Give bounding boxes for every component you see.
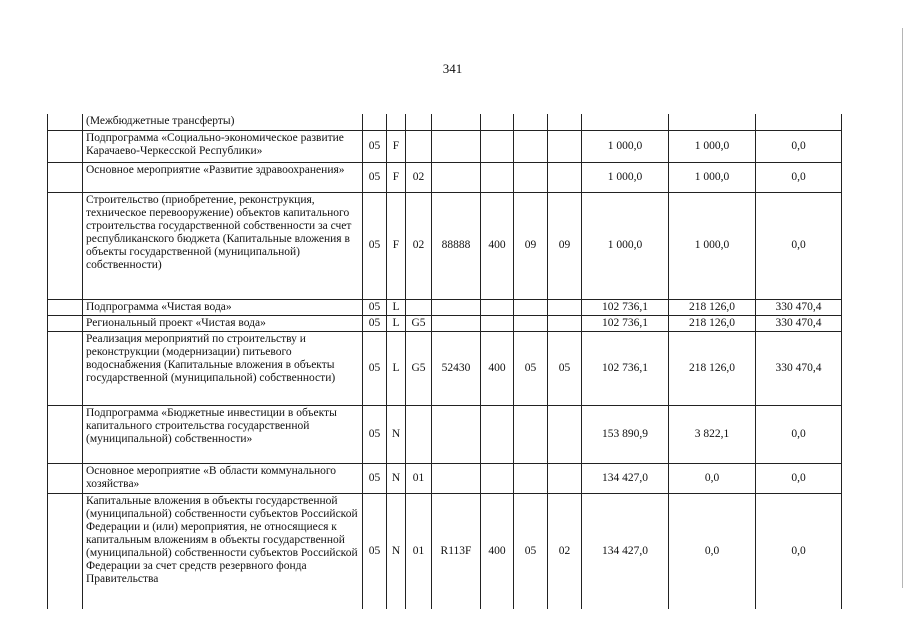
cell-pp (387, 114, 406, 130)
cell-gp (363, 114, 387, 130)
blank-cell (48, 299, 83, 315)
cell-y2: 1 000,0 (669, 162, 756, 192)
cell-dir (432, 405, 481, 463)
cell-y3: 0,0 (756, 405, 842, 463)
row-name: Подпрограмма «Социально-экономическое развитие Карачаево-Черкесской Республики» (83, 130, 363, 162)
cell-y1: 1 000,0 (582, 192, 669, 299)
cell-vr (481, 130, 514, 162)
cell-pr (548, 162, 582, 192)
cell-pp: N (387, 493, 406, 609)
cell-pr (548, 315, 582, 331)
cell-vr: 400 (481, 493, 514, 609)
cell-vr (481, 299, 514, 315)
cell-gp: 05 (363, 299, 387, 315)
cell-y1: 102 736,1 (582, 315, 669, 331)
blank-cell (48, 192, 83, 299)
cell-y1: 134 427,0 (582, 493, 669, 609)
cell-pr (548, 130, 582, 162)
blank-cell (48, 162, 83, 192)
cell-rz (514, 114, 548, 130)
cell-gp: 05 (363, 130, 387, 162)
cell-vr (481, 114, 514, 130)
cell-y2: 1 000,0 (669, 192, 756, 299)
cell-rz: 09 (514, 192, 548, 299)
table-row (48, 405, 842, 463)
cell-vr: 400 (481, 192, 514, 299)
cell-om: 02 (406, 162, 432, 192)
table-row (48, 331, 842, 405)
cell-om (406, 130, 432, 162)
cell-y2: 0,0 (669, 463, 756, 493)
table-row (48, 463, 842, 493)
cell-om: G5 (406, 331, 432, 405)
cell-y2: 218 126,0 (669, 331, 756, 405)
row-name: Реализация мероприятий по строительству и реконструкции (модернизации) питьевого водоснабжения (Капитальные вложения в объекты государственной (муниципальной) собственности) (83, 331, 363, 405)
cell-om: 01 (406, 463, 432, 493)
cell-dir: 52430 (432, 331, 481, 405)
cell-y3: 0,0 (756, 192, 842, 299)
row-name: (Межбюджетные трансферты) (83, 114, 363, 130)
blank-cell (48, 405, 83, 463)
table-row (48, 192, 842, 299)
cell-dir (432, 315, 481, 331)
cell-y1: 153 890,9 (582, 405, 669, 463)
scan-edge-line (902, 28, 903, 588)
cell-gp: 05 (363, 162, 387, 192)
row-name: Подпрограмма «Бюджетные инвестиции в объекты капитального строительства государственной (муниципальной) собственности» (83, 405, 363, 463)
cell-dir: R113F (432, 493, 481, 609)
cell-pr: 05 (548, 331, 582, 405)
cell-pp: L (387, 331, 406, 405)
cell-vr (481, 463, 514, 493)
cell-rz: 05 (514, 493, 548, 609)
table-row (48, 130, 842, 162)
row-name: Региональный проект «Чистая вода» (83, 315, 363, 331)
cell-dir: 88888 (432, 192, 481, 299)
cell-rz (514, 315, 548, 331)
cell-y1: 134 427,0 (582, 463, 669, 493)
cell-pp: N (387, 463, 406, 493)
cell-dir (432, 114, 481, 130)
cell-y3: 0,0 (756, 162, 842, 192)
table-body (48, 114, 842, 609)
cell-dir (432, 162, 481, 192)
cell-pp: F (387, 192, 406, 299)
cell-pp: L (387, 299, 406, 315)
cell-y3: 0,0 (756, 130, 842, 162)
blank-cell (48, 493, 83, 609)
cell-gp: 05 (363, 315, 387, 331)
cell-pr (548, 463, 582, 493)
cell-pp: F (387, 162, 406, 192)
page-number: 341 (442, 61, 463, 76)
cell-y2 (669, 114, 756, 130)
cell-rz (514, 162, 548, 192)
cell-rz (514, 130, 548, 162)
cell-y2: 218 126,0 (669, 299, 756, 315)
blank-cell (48, 130, 83, 162)
cell-rz (514, 463, 548, 493)
cell-y3: 330 470,4 (756, 299, 842, 315)
cell-y1 (582, 114, 669, 130)
cell-y3: 0,0 (756, 463, 842, 493)
cell-y2: 1 000,0 (669, 130, 756, 162)
cell-pp: N (387, 405, 406, 463)
cell-y3: 0,0 (756, 493, 842, 609)
cell-y3 (756, 114, 842, 130)
cell-om: G5 (406, 315, 432, 331)
cell-y1: 1 000,0 (582, 162, 669, 192)
cell-pp: F (387, 130, 406, 162)
table-row (48, 162, 842, 192)
cell-vr (481, 315, 514, 331)
row-name: Основное мероприятие «Развитие здравоохранения» (83, 162, 363, 192)
table-row (48, 493, 842, 609)
blank-cell (48, 331, 83, 405)
cell-gp: 05 (363, 192, 387, 299)
blank-cell (48, 114, 83, 130)
cell-pr: 09 (548, 192, 582, 299)
row-name: Основное мероприятие «В области коммунального хозяйства» (83, 463, 363, 493)
cell-vr (481, 405, 514, 463)
cell-y1: 102 736,1 (582, 299, 669, 315)
cell-y2: 0,0 (669, 493, 756, 609)
cell-y2: 218 126,0 (669, 315, 756, 331)
table-row (48, 315, 842, 331)
cell-pr (548, 405, 582, 463)
cell-rz (514, 299, 548, 315)
cell-dir (432, 299, 481, 315)
budget-table (47, 114, 842, 609)
cell-y2: 3 822,1 (669, 405, 756, 463)
cell-y1: 1 000,0 (582, 130, 669, 162)
cell-pr: 02 (548, 493, 582, 609)
cell-om (406, 299, 432, 315)
cell-om: 02 (406, 192, 432, 299)
blank-cell (48, 463, 83, 493)
row-name: Подпрограмма «Чистая вода» (83, 299, 363, 315)
cell-dir (432, 463, 481, 493)
cell-pp: L (387, 315, 406, 331)
cell-y1: 102 736,1 (582, 331, 669, 405)
cell-om: 01 (406, 493, 432, 609)
cell-rz: 05 (514, 331, 548, 405)
cell-om (406, 405, 432, 463)
cell-pr (548, 114, 582, 130)
cell-gp: 05 (363, 463, 387, 493)
row-name: Строительство (приобретение, реконструкция, техническое перевооружение) объектов капитального строительства государственной собственности за счет республиканского бюджета (Капитальные вложения в объекты государственной (муниципальной) собственности) (83, 192, 363, 299)
cell-gp: 05 (363, 331, 387, 405)
table-row (48, 114, 842, 130)
cell-vr (481, 162, 514, 192)
cell-gp: 05 (363, 493, 387, 609)
cell-gp: 05 (363, 405, 387, 463)
cell-y3: 330 470,4 (756, 331, 842, 405)
cell-vr: 400 (481, 331, 514, 405)
cell-dir (432, 130, 481, 162)
row-name: Капитальные вложения в объекты государственной (муниципальной) собственности субъектов Российской Федерации и (или) мероприятия, не относящиеся к капитальным вложениям в объекты государственной (муниципальной) собственности субъектов Российской Федерации за счет средств резервного фонда Правительства (83, 493, 363, 609)
cell-y3: 330 470,4 (756, 315, 842, 331)
table-row (48, 299, 842, 315)
cell-pr (548, 299, 582, 315)
cell-rz (514, 405, 548, 463)
blank-cell (48, 315, 83, 331)
cell-om (406, 114, 432, 130)
